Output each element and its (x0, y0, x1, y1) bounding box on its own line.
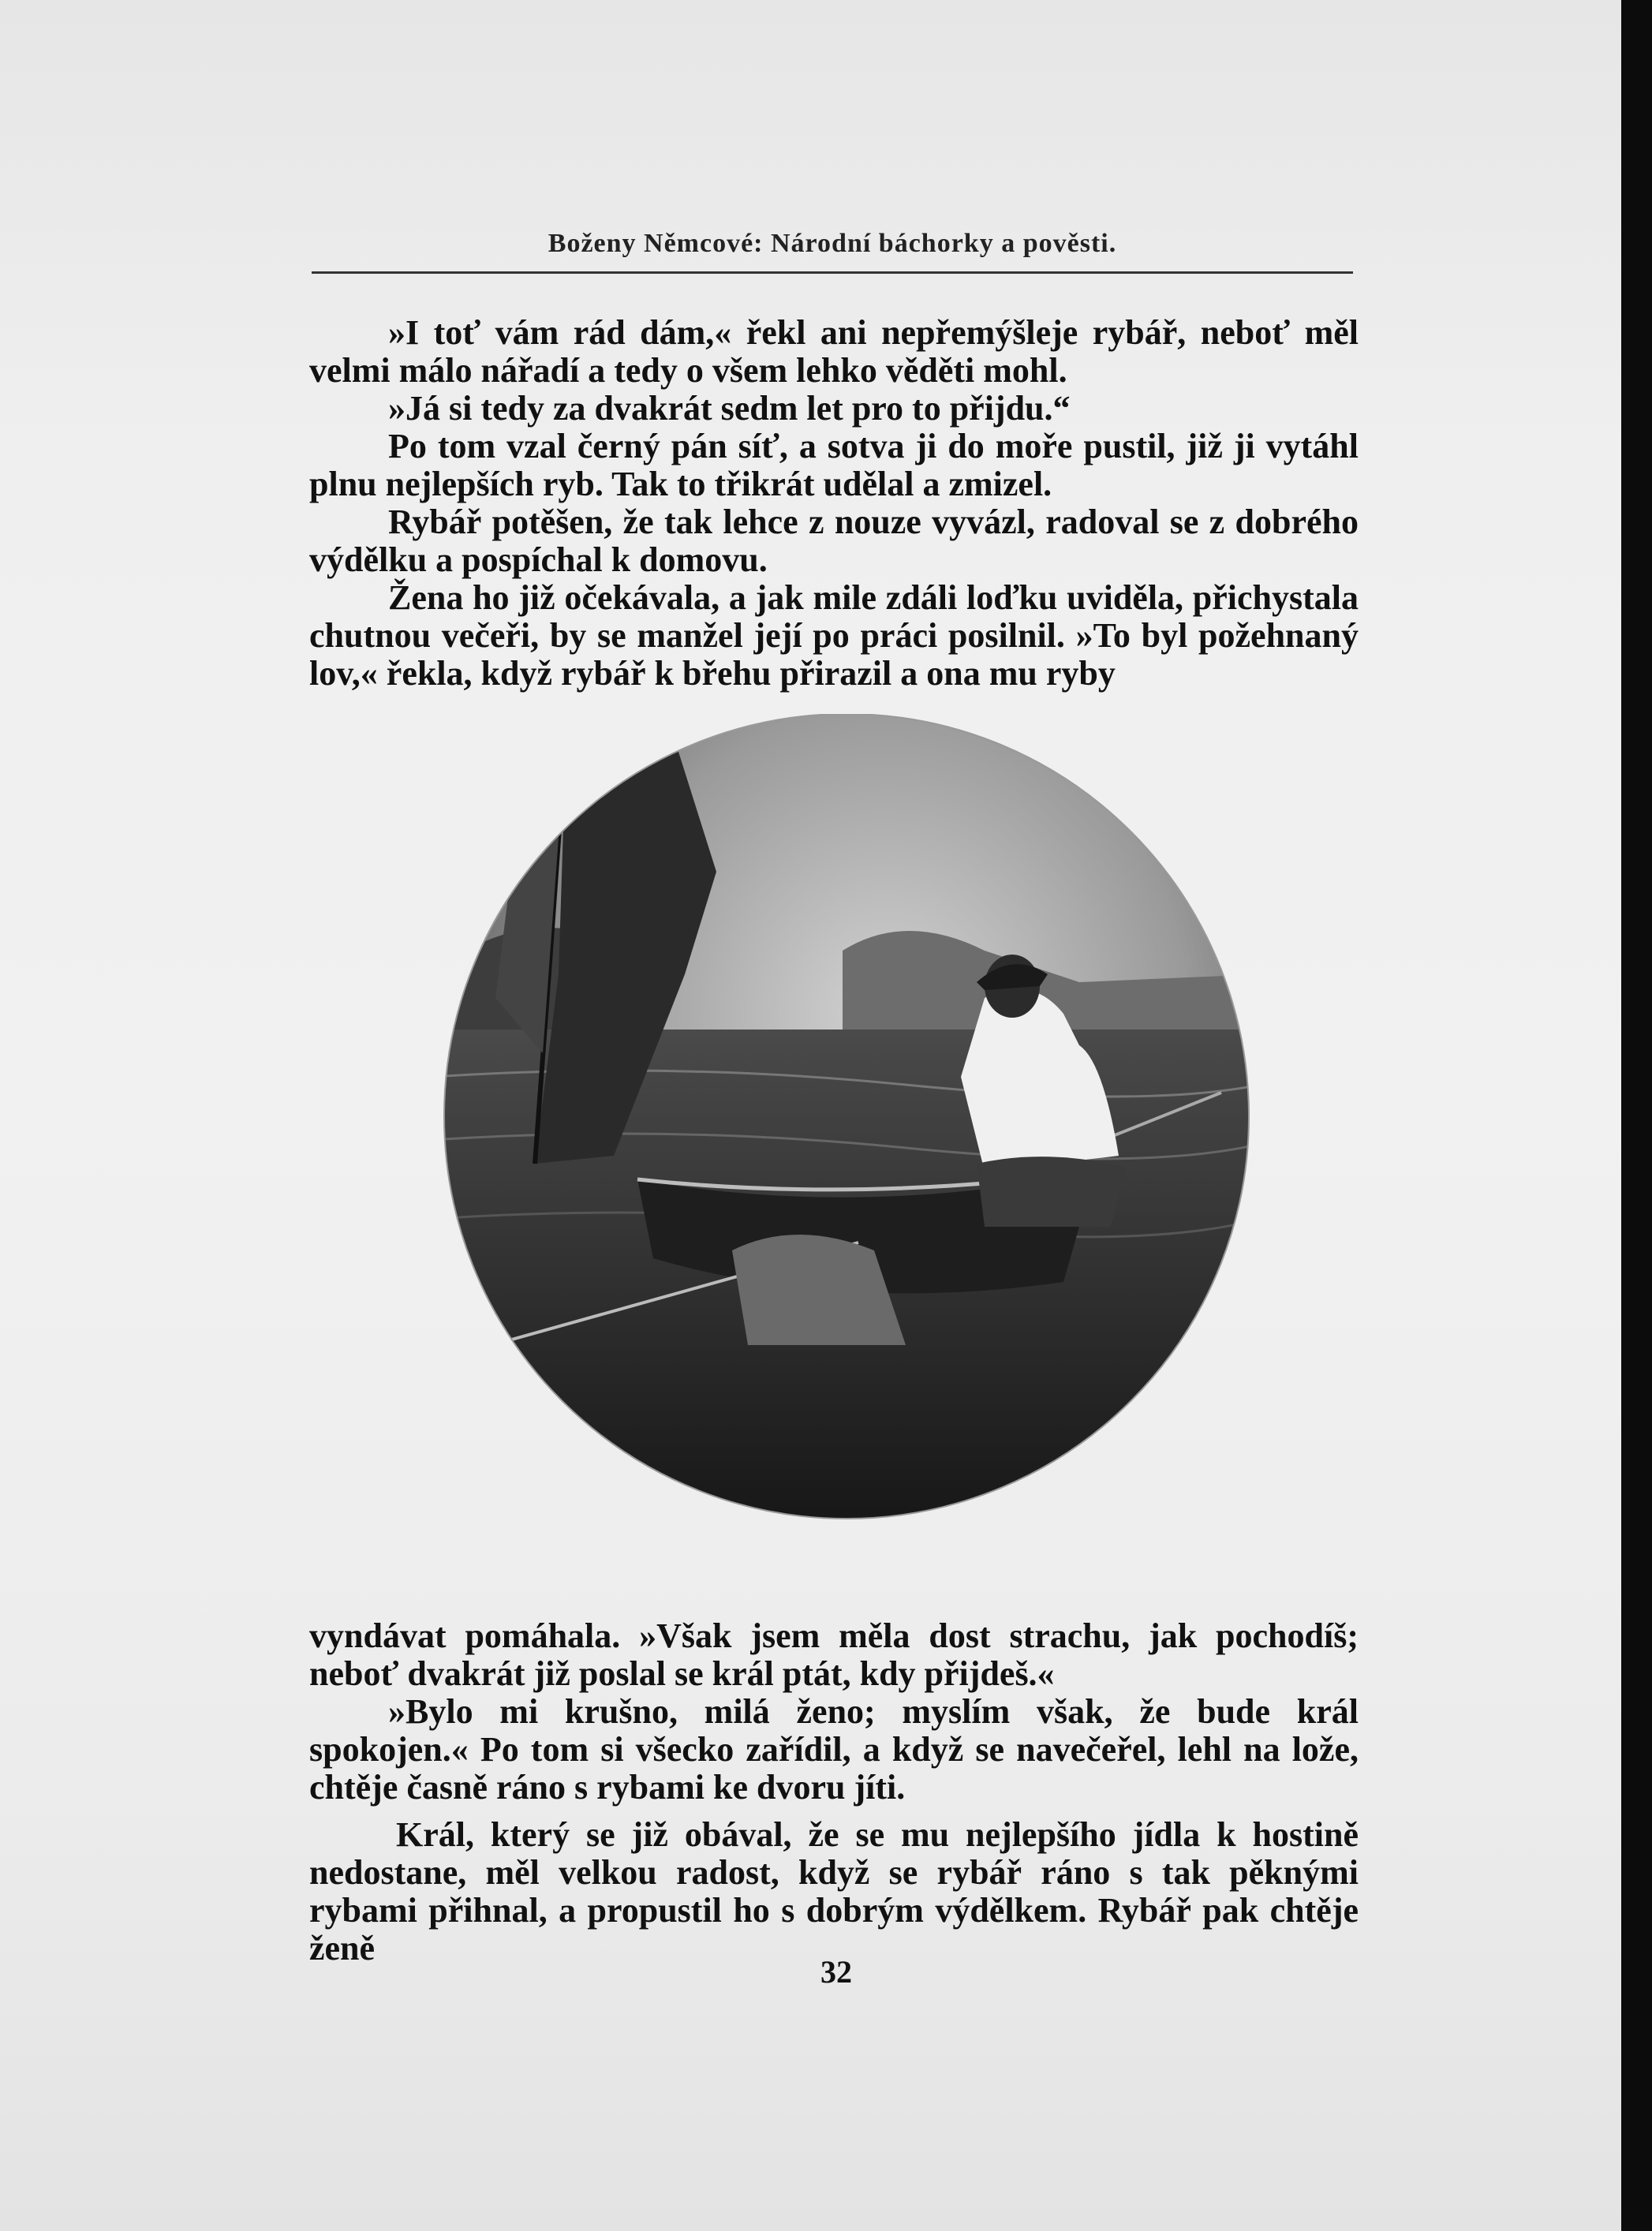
fisherman-boat-illustration (432, 714, 1261, 1574)
scan-edge (1621, 0, 1652, 2231)
paragraph: vyndávat pomáhala. »Však jsem měla dost strachu, jak pochodíš; neboť dvakrát již poslal se král ptát, kdy přijdeš.« (309, 1616, 1359, 1693)
page-number: 32 (820, 1954, 852, 1990)
paragraph: »Bylo mi krušno, milá ženo; myslím však, že bude král spokojen.« Po tom si všecko zařídil, a když se navečeřel, lehl na lože, chtěje časně ráno s rybami ke dvoru jíti. (309, 1692, 1359, 1807)
running-header: Boženy Němcové: Národní báchorky a pověsti. (548, 229, 1117, 258)
paragraph: Po tom vzal černý pán síť, a sotva ji do moře pustil, již ji vytáhl plnu nejlepších ryb. Tak to třikrát udělal a zmizel. (309, 427, 1359, 503)
paragraph: Rybář potěšen, že tak lehce z nouze vyvázl, radoval se z dobrého výdělku a pospíchal k domovu. (309, 503, 1359, 579)
paragraph: »Já si tedy za dvakrát sedm let pro to přijdu.“ (388, 389, 1071, 428)
paragraph: Žena ho již očekávala, a jak mile zdáli loďku uviděla, přichystala chutnou večeři, by se manžel její po práci posilnil. »To byl požehnaný lov,« řekla, když rybář k břehu přirazil a ona mu ryby (309, 578, 1359, 693)
text-block-bottom (309, 1617, 1359, 1968)
header-rule (312, 271, 1353, 274)
paragraph: Král, který se již obával, že se mu nejlepšího jídla k hostině nedostane, měl velkou radost, když se rybář ráno s tak pěknými rybami přihnal, a propustil ho s dobrým výdělkem. Rybář pak chtěje ženě (309, 1815, 1359, 1968)
text-block-top (309, 314, 1359, 693)
paragraph: »I toť vám rád dám,« řekl ani nepřemýšleje rybář, neboť měl velmi málo nářadí a tedy o všem lehko věděti mohl. (309, 313, 1359, 390)
